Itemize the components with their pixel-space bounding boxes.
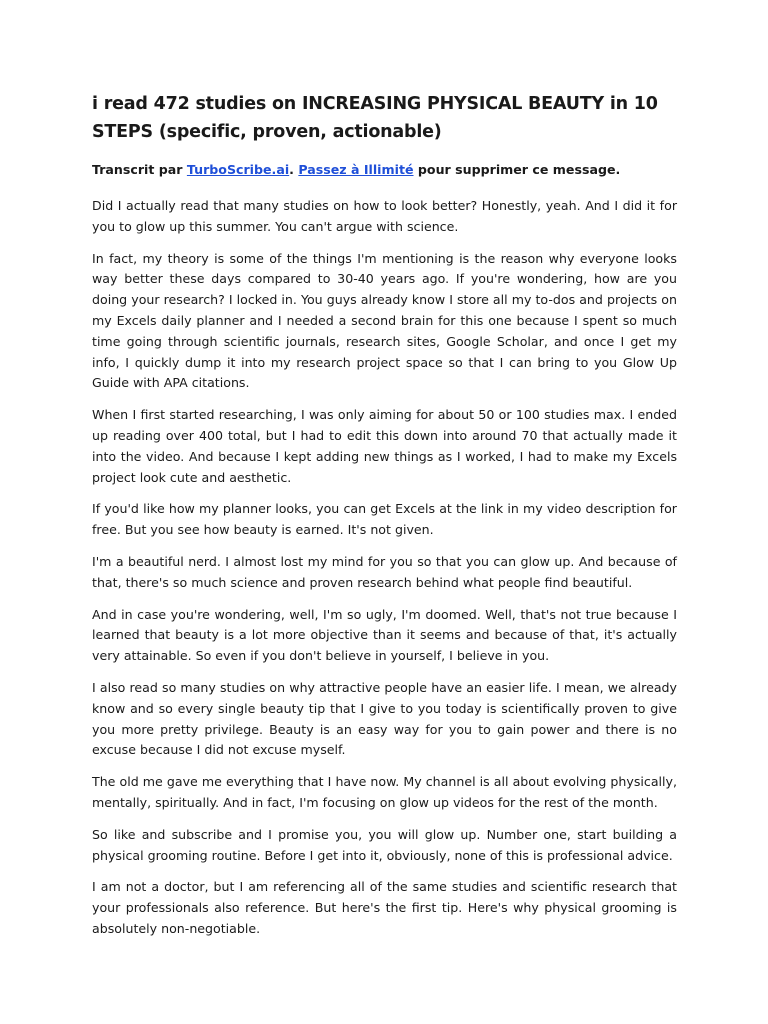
- paragraph: The old me gave me everything that I have now. My channel is all about evolving physically, mentally, spiritually. And in fact, I'm focusing on glow up videos for the rest of the month.: [92, 774, 677, 810]
- paragraph: And in case you're wondering, well, I'm so ugly, I'm doomed. Well, that's not true because I learned that beauty is a lot more objective than it seems and because of that, it's actually very attainable. So even if you don't believe in yourself, I believe in you.: [92, 606, 677, 664]
- paragraph: So like and subscribe and I promise you, you will glow up. Number one, start building a physical grooming routine. Before I get into it, obviously, none of this is professional advice.: [92, 826, 677, 863]
- document-page: [92, 90, 677, 951]
- turboscribe-link[interactable]: TurboScribe.ai: [186, 162, 290, 177]
- credit-prefix: Transcrit par: [92, 162, 187, 177]
- paragraph: Did I actually read that many studies on how to look better? Honestly, yeah. And I did it for you to glow up this summer. You can't argue with science.: [92, 198, 677, 234]
- credit-separator: .: [289, 162, 299, 177]
- credit-suffix: pour supprimer ce message.: [413, 162, 621, 177]
- paragraph: When I first started researching, I was only aiming for about 50 or 100 studies max. I ended up reading over 400 total, but I had to edit this down into around 70 that actually made it into the video. And because I kept adding new things as I worked, I had to make my Excels project look cute and aesthetic.: [92, 407, 677, 485]
- transcription-credit: [92, 160, 677, 180]
- paragraph: I also read so many studies on why attractive people have an easier life. I mean, we already know and so every single beauty tip that I give to you today is scientifically proven to give you more pretty privilege. Beauty is an easy way for you to gain power and there is no excuse because I did not excuse myself.: [92, 679, 677, 758]
- paragraph: In fact, my theory is some of the things I'm mentioning is the reason why everyone looks way better these days compared to 30-40 years ago. If you're wondering, how are you doing your research? I locked in. You guys already know I store all my to-dos and projects on my Excels daily planner and I needed a second brain for this one because I spent so much time going through scientific journals, research sites, Google Scholar, and once I get my info, I quickly dump it into my research project space so that I can bring to you Glow Up Guide with APA citations.: [92, 250, 677, 391]
- paragraph: I am not a doctor, but I am referencing all of the same studies and scientific research that your professionals also reference. But here's the first tip. Here's why physical grooming is absolutely non-negotiable.: [92, 879, 677, 936]
- document-title: i read 472 studies on INCREASING PHYSICAL BEAUTY in 10 STEPS (specific, proven, actionable): [92, 94, 658, 142]
- paragraph: I'm a beautiful nerd. I almost lost my mind for you so that you can glow up. And because of that, there's so much science and proven research behind what people find beautiful.: [92, 553, 677, 590]
- paragraph: If you'd like how my planner looks, you can get Excels at the link in my video description for free. But you see how beauty is earned. It's not given.: [92, 501, 677, 538]
- upgrade-unlimited-link[interactable]: Passez à Illimité: [298, 162, 414, 177]
